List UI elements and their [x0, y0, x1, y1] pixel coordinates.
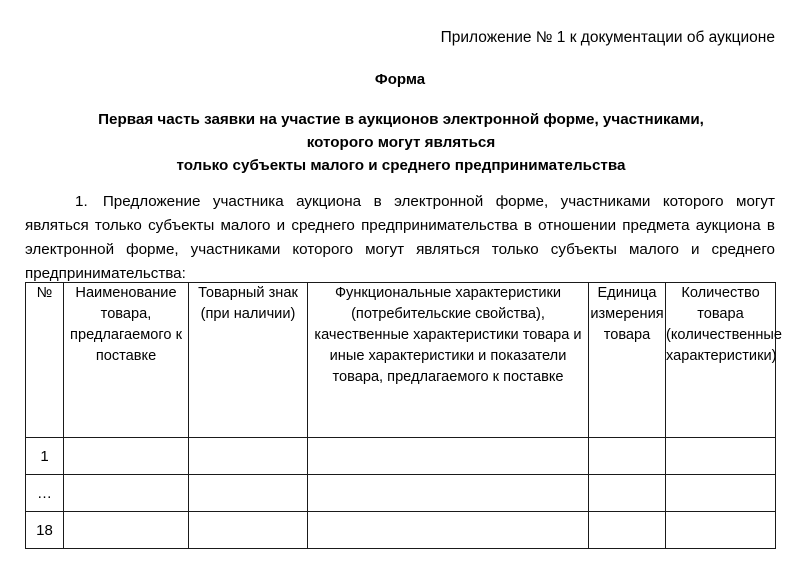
cell-quantity[interactable] — [666, 475, 776, 512]
document-title-line-1: Первая часть заявки на участие в аукционов электронной форме, участниками, — [98, 111, 704, 128]
column-header-quantity: Количество товара (количественные характеристики) — [666, 283, 776, 438]
cell-unit[interactable] — [589, 438, 666, 475]
cell-quantity[interactable] — [666, 512, 776, 549]
clause-1-paragraph: 1. Предложение участника аукциона в электронной форме, участниками которого могут являться только субъекты малого и среднего предпринимательства в отношении предмета аукциона в электронной форме, участниками которого могут являться только субъекты малого и среднего предпринимательства: — [25, 193, 775, 282]
cell-functional[interactable] — [308, 475, 589, 512]
cell-unit[interactable] — [589, 475, 666, 512]
cell-functional[interactable] — [308, 512, 589, 549]
cell-number: … — [26, 475, 64, 512]
cell-name[interactable] — [64, 438, 189, 475]
form-label: Форма — [374, 71, 426, 88]
proposal-table-wrapper — [25, 282, 783, 549]
cell-trademark[interactable] — [189, 438, 308, 475]
cell-trademark[interactable] — [189, 512, 308, 549]
cell-trademark[interactable] — [189, 475, 308, 512]
column-header-number: № — [26, 283, 64, 438]
cell-number: 18 — [26, 512, 64, 549]
cell-number: 1 — [26, 438, 64, 475]
table-row — [26, 475, 776, 512]
table-header-row — [26, 283, 776, 438]
column-header-unit: Единица измерения товара — [589, 283, 666, 438]
document-title-line-2: которого могут являться — [306, 134, 496, 151]
cell-unit[interactable] — [589, 512, 666, 549]
column-header-name: Наименование товара, предлагаемого к поставке — [64, 283, 189, 438]
column-header-trademark: Товарный знак (при наличии) — [189, 283, 308, 438]
appendix-reference-line: Приложение № 1 к документации об аукционе — [440, 29, 775, 46]
table-row — [26, 438, 776, 475]
column-header-functional: Функциональные характеристики (потребительские свойства), качественные характеристики товара и иные характеристики и показатели товара, предлагаемого к поставке — [308, 283, 589, 438]
proposal-table — [25, 282, 783, 549]
cell-name[interactable] — [64, 512, 189, 549]
document-title — [25, 108, 777, 177]
cell-functional[interactable] — [308, 438, 589, 475]
table-body — [26, 438, 776, 549]
document-title-line-3: только субъекты малого и среднего предпринимательства — [176, 157, 626, 174]
cell-name[interactable] — [64, 475, 189, 512]
table-row — [26, 512, 776, 549]
cell-quantity[interactable] — [666, 438, 776, 475]
